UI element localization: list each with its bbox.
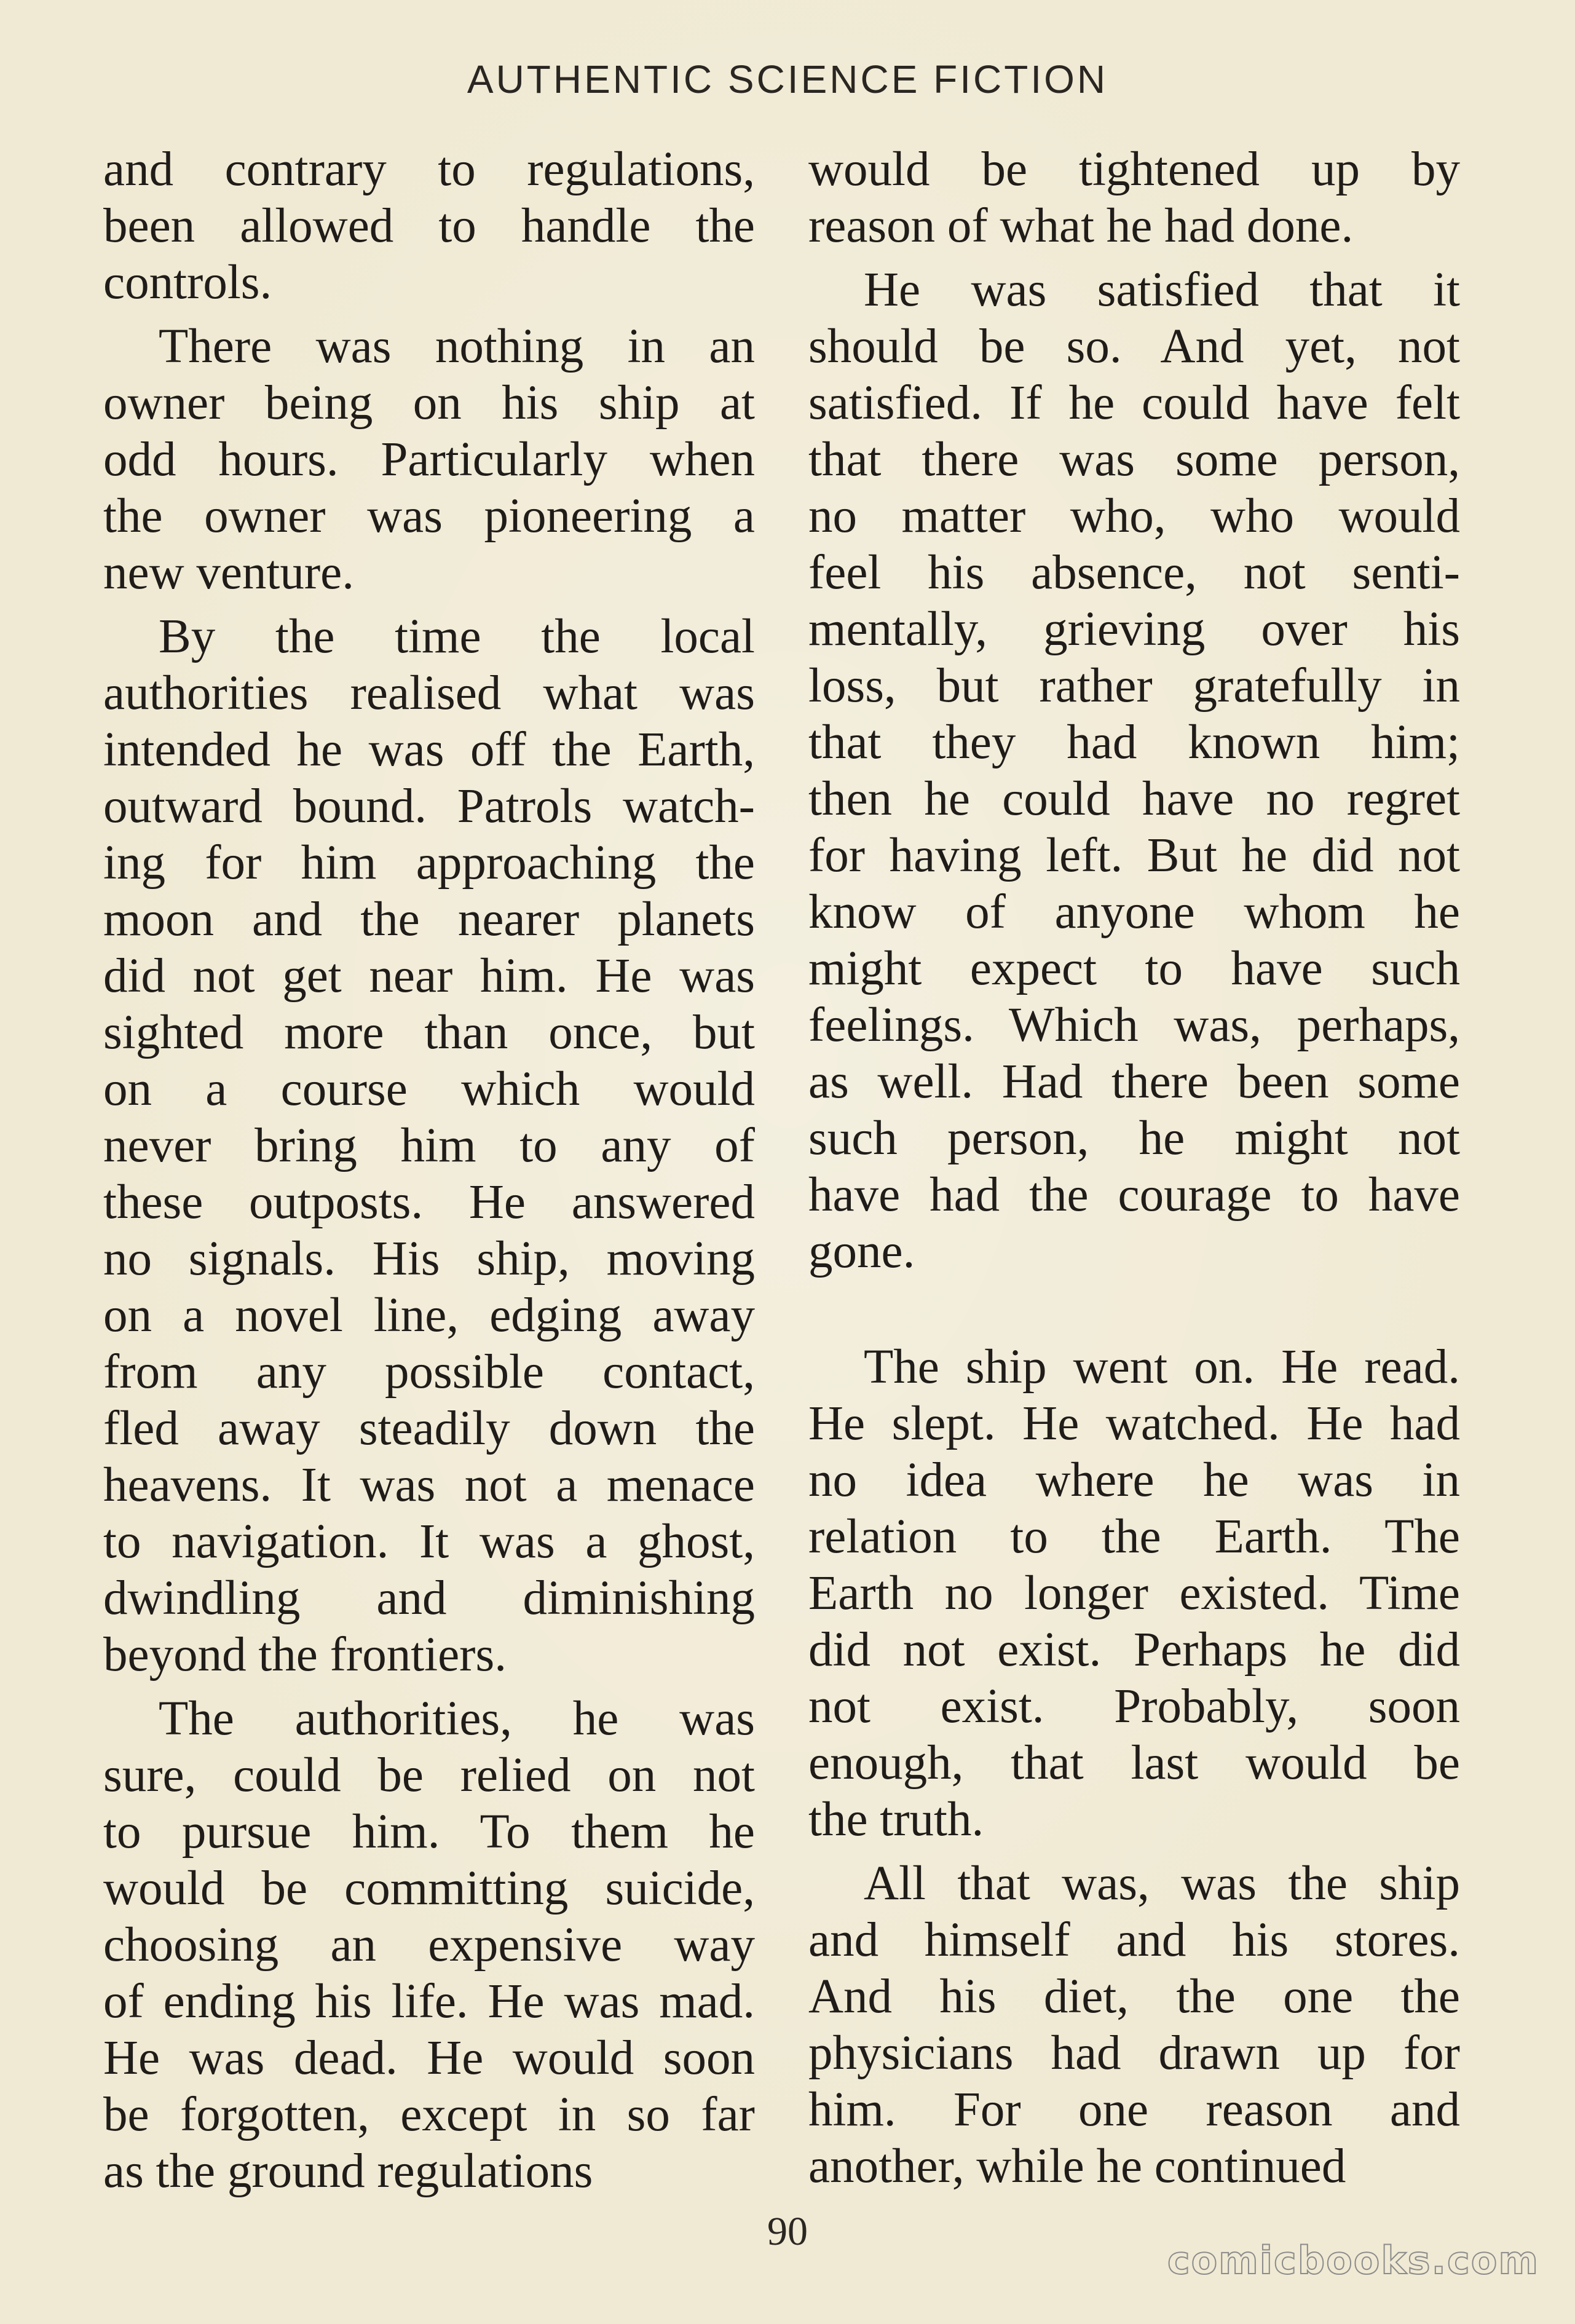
section-break — [808, 1280, 1460, 1339]
text-line: as the ground regulations — [103, 2144, 593, 2198]
paragraph — [808, 141, 1460, 255]
text-line: All that was, was the ship — [864, 1857, 1460, 1910]
text-line: for having left. But he did not — [808, 829, 1460, 882]
text-line: not exist. Probably, soon — [808, 1680, 1460, 1733]
text-line: gone. — [808, 1225, 915, 1278]
text-line: be forgotten, except in so far — [103, 2088, 755, 2141]
running-head: AUTHENTIC SCIENCE FICTION — [467, 57, 1108, 101]
paragraph-gap — [808, 255, 1460, 262]
text-line: should be so. And yet, not — [808, 320, 1460, 373]
text-line: odd hours. Particularly when — [103, 433, 755, 486]
text-line: He slept. He watched. He had — [808, 1397, 1460, 1450]
text-line: He was satisfied that it — [864, 263, 1460, 317]
text-line: sure, could be relied on not — [103, 1749, 755, 1802]
left-column — [103, 141, 755, 2200]
text-line: might expect to have such — [808, 942, 1460, 995]
text-line: dwindling and diminishing — [103, 1571, 755, 1625]
text-line: been allowed to handle the — [103, 199, 755, 253]
text-line: The authorities, he was — [159, 1692, 755, 1745]
text-line: mentally, grieving over his — [808, 603, 1460, 656]
text-line: moon and the nearer planets — [103, 893, 755, 946]
text-line: He was dead. He would soon — [103, 2031, 755, 2085]
text-line: choosing an expensive way — [103, 1918, 755, 1972]
paragraph-gap — [103, 601, 755, 609]
text-line: and himself and his stores. — [808, 1913, 1460, 1967]
text-line: that they had known him; — [808, 716, 1460, 769]
page-number: 90 — [767, 2209, 808, 2254]
text-line: know of anyone whom he — [808, 885, 1460, 939]
text-line: fled away steadily down the — [103, 1402, 755, 1455]
text-line: would be committing suicide, — [103, 1862, 755, 1915]
text-line: new venture. — [103, 546, 354, 599]
text-line: the owner was pioneering a — [103, 489, 755, 543]
text-line: that there was some person, — [808, 433, 1460, 486]
watermark-logo: comicbooks.com — [1167, 2238, 1539, 2283]
text-line: authorities realised what was — [103, 666, 755, 720]
text-line: intended he was off the Earth, — [103, 723, 755, 777]
text-line: would be tightened up by — [808, 143, 1460, 196]
text-line: no matter who, who would — [808, 489, 1460, 543]
text-line: feelings. Which was, perhaps, — [808, 998, 1460, 1052]
text-line: feel his absence, not senti- — [808, 546, 1460, 599]
text-line: on a novel line, edging away — [103, 1289, 755, 1342]
text-line: There was nothing in an — [159, 320, 755, 373]
text-line: Earth no longer existed. Time — [808, 1567, 1460, 1620]
text-line: then he could have no regret — [808, 772, 1460, 826]
text-line: to pursue him. To them he — [103, 1805, 755, 1859]
text-line: loss, but rather gratefully in — [808, 659, 1460, 713]
text-line: And his diet, the one the — [808, 1970, 1460, 2023]
right-column — [808, 141, 1460, 2195]
text-line: no signals. His ship, moving — [103, 1232, 755, 1286]
text-line: ing for him approaching the — [103, 836, 755, 890]
text-line: and contrary to regulations, — [103, 143, 755, 196]
text-line: of ending his life. He was mad. — [103, 1975, 755, 2028]
text-line: no idea where he was in — [808, 1453, 1460, 1507]
text-line: reason of what he had done. — [808, 199, 1354, 253]
text-line: relation to the Earth. The — [808, 1510, 1460, 1563]
text-line: By the time the local — [159, 610, 755, 663]
paragraph — [103, 318, 755, 601]
text-line: sighted more than once, but — [103, 1006, 755, 1059]
paragraph — [808, 262, 1460, 1280]
text-line: such person, he might not — [808, 1112, 1460, 1165]
paragraph — [103, 141, 755, 311]
text-line: heavens. It was not a menace — [103, 1458, 755, 1512]
text-line: satisfied. If he could have felt — [808, 376, 1460, 430]
text-line: as well. Had there been some — [808, 1055, 1460, 1109]
paragraph — [103, 1691, 755, 2200]
paragraph — [808, 1339, 1460, 1848]
paragraph-gap — [103, 1683, 755, 1691]
text-line: enough, that last would be — [808, 1736, 1460, 1790]
text-line: did not get near him. He was — [103, 949, 755, 1003]
text-line: did not exist. Perhaps he did — [808, 1623, 1460, 1677]
paragraph-gap — [103, 311, 755, 318]
text-line: from any possible contact, — [103, 1345, 755, 1399]
paragraph — [808, 1856, 1460, 2195]
text-line: another, while he continued — [808, 2140, 1346, 2193]
text-line: on a course which would — [103, 1062, 755, 1116]
text-line: him. For one reason and — [808, 2083, 1460, 2136]
text-line: physicians had drawn up for — [808, 2026, 1460, 2080]
paragraph-gap — [808, 1848, 1460, 1856]
text-line: these outposts. He answered — [103, 1176, 755, 1229]
text-line: never bring him to any of — [103, 1119, 755, 1172]
text-line: have had the courage to have — [808, 1168, 1460, 1222]
text-line: The ship went on. He read. — [864, 1340, 1460, 1394]
text-line: owner being on his ship at — [103, 376, 755, 430]
text-line: to navigation. It was a ghost, — [103, 1515, 755, 1568]
text-line: controls. — [103, 256, 272, 309]
text-line: beyond the frontiers. — [103, 1628, 507, 1682]
text-line: the truth. — [808, 1793, 984, 1846]
paragraph — [103, 609, 755, 1683]
text-line: outward bound. Patrols watch- — [103, 780, 755, 833]
